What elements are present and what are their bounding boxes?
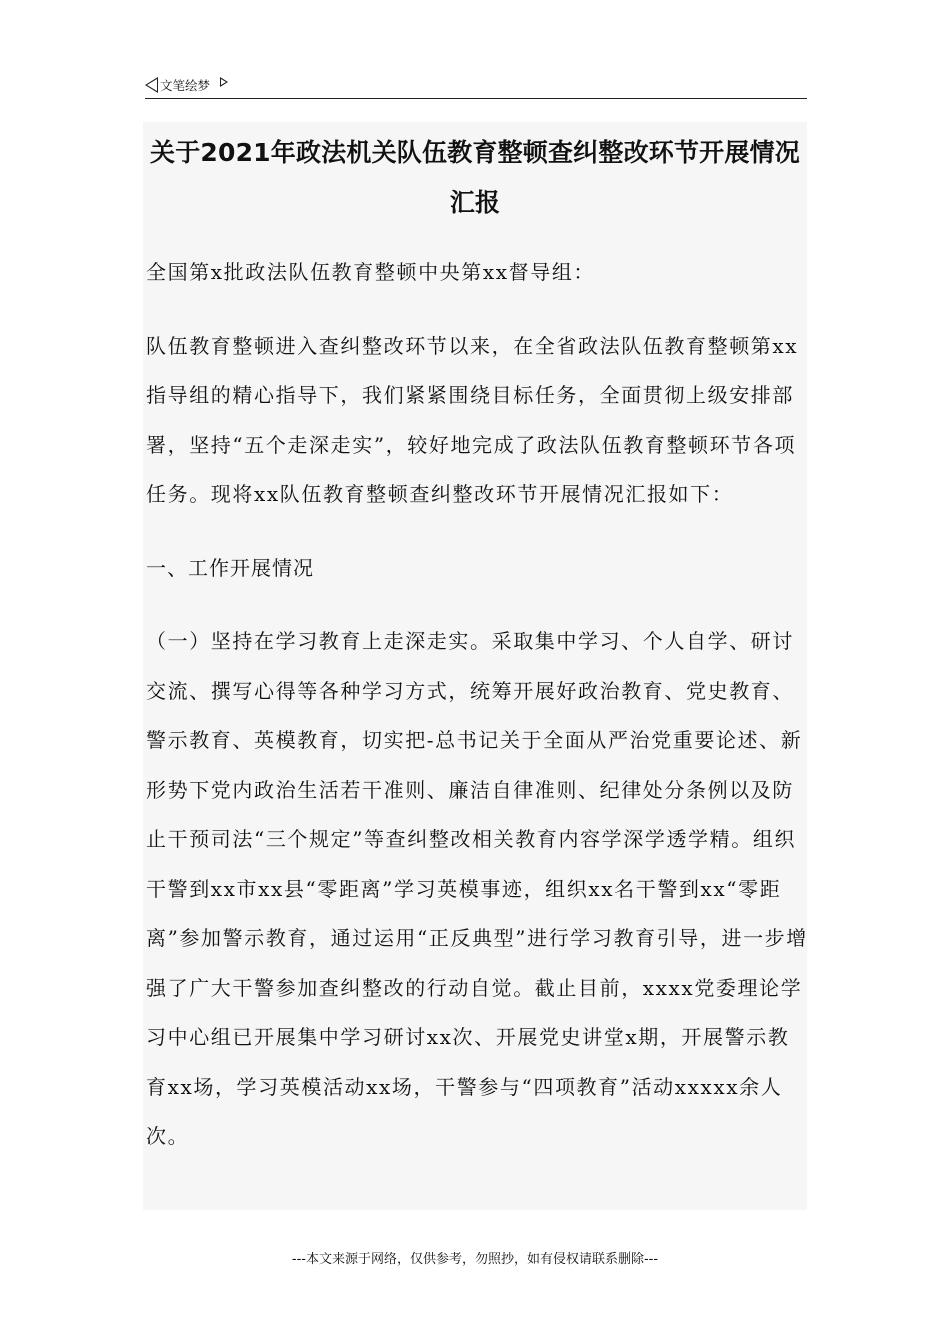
left-triangle-icon (145, 77, 158, 93)
paragraph-study-education: （一）坚持在学习教育上走深走实。采取集中学习、个人自学、研讨交流、撰写心得等各种学习方式，统筹开展好政治教育、党史教育、警示教育、英模教育，切实把-总书记关于全面从严治党重要论述、新形势下党内政治生活若干准则、廉洁自律准则、纪律处分条例以及防止干预司法“三个规定”等查纠整改相关教育内容学深学透学精。组织干警到xx市xx县“零距离”学习英模事迹，组织xx名干警到xx“零距离”参加警示教育，通过运用“正反典型”进行学习教育引导，进一步增强了广大干警参加查纠整改的行动自觉。截止目前，xxxx党委理论学习中心组已开展集中学习研讨xx次、开展党史讲堂x期，开展警示教育xx场，学习英模活动xx场，干警参与“四项教育”活动xxxxx余人次。 (146, 629, 808, 1148)
section-heading: 一、工作开展情况 (146, 555, 314, 580)
document-title (143, 128, 807, 228)
page-footer: ---本文来源于网络，仅供参考，勿照抄，如有侵权请联系删除--- (291, 1252, 659, 1267)
right-triangle-icon (220, 77, 228, 87)
paragraph-intro: 队伍教育整顿进入查纠整改环节以来，在全省政法队伍教育整顿第xx指导组的精心指导下，我们紧紧围绕目标任务，全面贯彻上级安排部署，坚持“五个走深走实”，较好地完成了政法队伍教育整顿环节各项任务。现将xx队伍教育整顿查纠整改环节开展情况汇报如下： (146, 333, 799, 506)
title-line-1: 关于2021年政法机关队伍教育整顿查纠整改环节开展情况 (150, 138, 800, 167)
header-brand-text: 文笔绘梦 (160, 78, 211, 93)
page-header (145, 74, 807, 99)
title-line-2: 汇报 (449, 188, 501, 217)
salutation: 全国第x批政法队伍教育整顿中央第xx督导组： (146, 260, 596, 284)
header-brand (145, 76, 228, 94)
document-content (146, 248, 810, 1162)
